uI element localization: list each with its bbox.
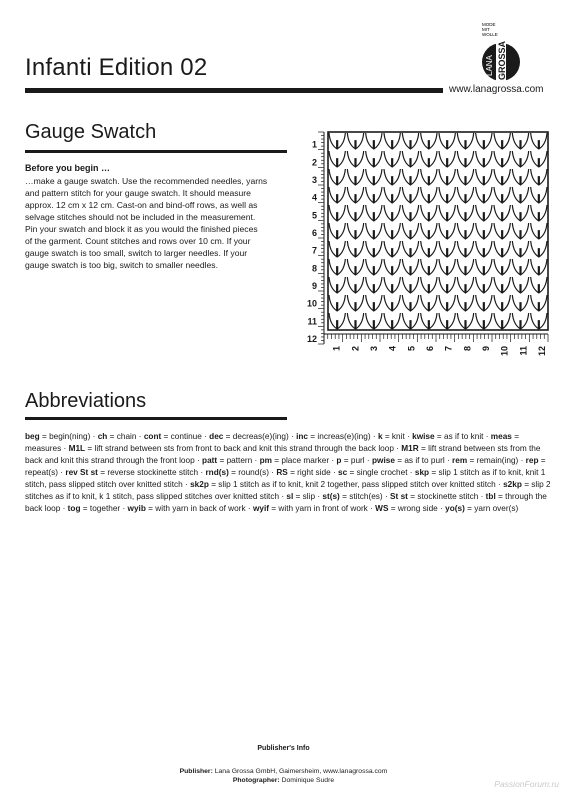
abbreviation-entry xyxy=(25,432,90,441)
abbreviation-term: yo(s) xyxy=(445,504,465,513)
abbreviation-term: M1R xyxy=(401,444,419,453)
abbreviation-term: k xyxy=(377,432,383,441)
abbreviation-term: st(s) xyxy=(322,492,340,501)
abbreviation-term: ch xyxy=(97,432,108,441)
abbreviation-entry xyxy=(128,504,246,513)
abbreviation-definition: = lift strand between sts from front to back and knit this strand through the back loop xyxy=(85,444,394,453)
abbreviation-term: meas xyxy=(490,432,512,441)
before-heading: Before you begin … xyxy=(25,163,111,173)
logo-mark xyxy=(478,20,548,82)
ruler-label-vertical: 5 xyxy=(311,210,317,221)
abbreviation-term: p xyxy=(336,456,342,465)
before-line: approx. 12 cm x 12 cm. Cast-on and bind-off rows, as well as xyxy=(25,200,258,210)
ruler-label-horizontal: 3 xyxy=(369,346,379,352)
abbreviation-entry xyxy=(209,432,289,441)
abbreviation-entry xyxy=(445,504,518,513)
header-rule xyxy=(25,88,443,93)
logo-brand-2: GROSSA xyxy=(497,40,507,80)
ruler-label-horizontal: 2 xyxy=(350,346,361,352)
abbreviation-term: wyif xyxy=(252,504,269,513)
ruler-label-vertical: 6 xyxy=(311,228,317,238)
abbreviation-term: tbl xyxy=(485,492,496,501)
abbreviation-term: rev St st xyxy=(65,468,98,477)
abbreviation-definition: = reverse stockinette stitch xyxy=(97,468,199,477)
ruler-label-vertical: 3 xyxy=(311,175,317,185)
logo-tagline-1: MODE xyxy=(482,22,496,27)
abbreviation-term: rep xyxy=(525,456,539,465)
abbreviation-definition: = yarn over(s) xyxy=(464,504,519,513)
abbreviation-entry xyxy=(372,456,445,465)
abbreviation-term: dec xyxy=(209,432,224,441)
ruler-label-vertical: 10 xyxy=(306,298,317,309)
abbreviation-entry xyxy=(65,468,198,477)
before-text xyxy=(25,175,291,271)
logo-brand-1: LANA xyxy=(485,55,494,76)
publisher-line xyxy=(0,768,567,775)
abbreviation-term: rem xyxy=(452,456,468,465)
abbreviation-definition: = as if to purl xyxy=(394,456,445,465)
abbreviation-entry xyxy=(68,504,121,513)
abbreviation-entry xyxy=(144,432,202,441)
before-line: Pin your swatch and block it as you would the finished pieces xyxy=(25,224,258,234)
abbreviation-definition: = slip xyxy=(293,492,316,501)
abbreviations-rule xyxy=(25,417,287,420)
abbreviation-entry xyxy=(98,432,137,441)
abbreviation-entry xyxy=(190,480,496,489)
logo-tagline-2: MIT xyxy=(482,27,490,32)
abbreviation-definition: = slip 2 stitches as if to knit, k 1 stitch, pass slipped stitches over knitted stitch xyxy=(25,480,551,501)
photographer-label: Photographer: xyxy=(232,777,280,784)
abbreviation-definition: = knit xyxy=(382,432,405,441)
ruler-label-vertical: 8 xyxy=(311,263,317,274)
watermark: PassionForum.ru xyxy=(494,779,559,789)
abbreviation-term: sk2p xyxy=(190,480,209,489)
abbreviation-entry xyxy=(378,432,405,441)
abbreviation-entry xyxy=(69,444,394,453)
abbreviation-definition: = single crochet xyxy=(347,468,408,477)
ruler-label-horizontal: 8 xyxy=(462,346,473,352)
ruler-label-horizontal: 5 xyxy=(406,346,417,352)
abbreviation-entry xyxy=(322,492,382,501)
abbreviations-title: Abbreviations xyxy=(25,390,147,412)
ruler-label-horizontal: 6 xyxy=(425,346,435,352)
abbreviation-term: wyib xyxy=(127,504,146,513)
abbreviation-term: rnd(s) xyxy=(205,468,229,477)
abbreviation-entry xyxy=(452,456,518,465)
website-link[interactable]: www.lanagrossa.com xyxy=(449,84,544,95)
abbreviation-entry xyxy=(390,492,478,501)
publisher-heading: Publisher's Info xyxy=(257,745,310,752)
before-line: selvage stitches should not be included in the measurement. xyxy=(25,212,256,222)
abbreviation-definition: = slip 1 stitch as if to knit, knit 2 together, pass slipped stitch over knitted stitch xyxy=(208,480,496,489)
abbreviation-entry xyxy=(286,492,315,501)
ruler-label-horizontal: 11 xyxy=(518,346,529,356)
abbreviation-definition: = place marker xyxy=(271,456,330,465)
abbreviation-entry xyxy=(276,468,330,477)
abbreviation-definition: = continue xyxy=(161,432,202,441)
ruler-label-vertical: 7 xyxy=(311,245,317,256)
before-line: …make a gauge swatch. Use the recommended needles, yarns xyxy=(25,176,268,186)
abbreviation-definition: = with yarn in front of work xyxy=(269,504,368,513)
abbreviation-definition: = through the back loop xyxy=(25,492,547,513)
abbreviation-term: St st xyxy=(390,492,408,501)
abbreviation-definition: = together xyxy=(80,504,121,513)
abbreviation-definition: = with yarn in back of work xyxy=(145,504,246,513)
abbreviation-term: RS xyxy=(276,468,288,477)
photographer-value: Dominique Sudre xyxy=(281,777,335,784)
abbreviation-definition: = right side xyxy=(287,468,331,477)
abbreviation-definition: = stitch(es) xyxy=(339,492,383,501)
abbreviation-term: WS xyxy=(375,504,389,513)
abbreviation-definition: = chain xyxy=(107,432,137,441)
before-line: gauge swatch is too big, switch to smaller needles. xyxy=(25,260,218,270)
abbreviation-entry xyxy=(338,468,408,477)
ruler-label-vertical: 1 xyxy=(311,139,317,150)
abbreviation-definition: = begin(ning) xyxy=(39,432,91,441)
abbreviation-definition: = repeat(s) xyxy=(25,456,546,477)
abbreviation-term: kwise xyxy=(412,432,435,441)
abbreviation-definition: = lift strand between sts from the back and knit this strand through the front loop xyxy=(25,444,541,465)
photographer-line xyxy=(0,777,567,784)
abbreviation-term: sl xyxy=(286,492,294,501)
abbreviation-entry xyxy=(375,504,438,513)
ruler-label-horizontal: 9 xyxy=(481,346,491,352)
abbreviation-term: pwise xyxy=(371,456,395,465)
abbreviation-term: M1L xyxy=(68,444,86,453)
gauge-title: Gauge Swatch xyxy=(25,121,157,143)
brand-logo xyxy=(478,20,548,87)
abbreviation-term: s2kp xyxy=(503,480,522,489)
ruler-label-vertical: 11 xyxy=(307,316,317,327)
ruler-label-vertical: 4 xyxy=(311,192,317,203)
abbreviation-term: cont xyxy=(143,432,162,441)
abbreviation-entry xyxy=(260,456,329,465)
abbreviation-entry xyxy=(412,432,483,441)
abbreviation-definition: = purl xyxy=(341,456,365,465)
abbreviation-entry xyxy=(202,456,252,465)
abbreviation-term: pm xyxy=(259,456,272,465)
abbreviation-term: sc xyxy=(338,468,348,477)
abbreviation-definition: = wrong side xyxy=(388,504,438,513)
ruler-label-vertical: 2 xyxy=(311,157,317,168)
abbreviation-definition: = remain(ing) xyxy=(467,456,519,465)
abbreviation-definition: = stockinette stitch xyxy=(407,492,479,501)
gauge-rule xyxy=(25,150,287,153)
abbreviation-definition: = measures xyxy=(25,432,520,453)
page-title: Infanti Edition 02 xyxy=(25,54,208,81)
ruler-label-horizontal: 10 xyxy=(499,346,510,357)
abbreviation-term: beg xyxy=(25,432,40,441)
abbreviation-term: patt xyxy=(202,456,218,465)
abbreviation-definition: = increas(e)(ing) xyxy=(308,432,371,441)
before-line: of the garment. Count stitches and rows over 10 cm. If your xyxy=(25,236,251,246)
abbreviation-entry xyxy=(336,456,364,465)
abbreviation-definition: = pattern xyxy=(217,456,253,465)
abbreviation-term: inc xyxy=(296,432,308,441)
abbreviation-term: skp xyxy=(414,468,430,477)
abbreviation-definition: = round(s) xyxy=(228,468,269,477)
abbreviations-text: beg = begin(ning) · ch = chain · cont = continue · dec = decreas(e)(ing) · inc = increas(e)(ing) · k = knit · kwise = as if to knit · meas = measures · M1L = lift strand between sts from front to back and knit this strand through the back loop · M1R = lift strand between sts from the back and knit this strand through the front loop · patt = pattern · pm = place marker · p = purl · pwise = as if to purl · rem = remain(ing) · rep = repeat(s) · rev St st = reverse stockinette stitch · rnd(s) = round(s) · RS = right side · sc = single crochet · skp = slip 1 stitch as if to knit, knit 1 stitch, pass slipped stitch over knitted stitch · sk2p = slip 1 stitch as if to knit, knit 2 together, pass slipped stitch over knitted stitch · s2kp = slip 2 stitches as if to knit, k 1 stitch, pass slipped stitches over knitted stitch · sl = slip · st(s) = stitch(es) · St st = stockinette stitch · tbl = through the back loop · tog = together · wyib = with yarn in back of work · wyif = with yarn in front of work · WS = wrong side · yo(s) = yarn over(s) xyxy=(25,432,551,513)
ruler-label-horizontal: 7 xyxy=(443,346,454,352)
abbreviation-entry xyxy=(205,468,269,477)
logo-tagline-3: WOLLE xyxy=(482,32,498,37)
before-line: gauge swatch is too small, switch to larger needles. If your xyxy=(25,248,248,258)
abbreviation-definition: = slip 1 stitch as if to knit, knit 1 stitch, pass slipped stitch over knitted stitch xyxy=(25,468,546,489)
abbreviation-entry xyxy=(296,432,371,441)
abbreviation-entry xyxy=(253,504,368,513)
abbreviation-definition: = decreas(e)(ing) xyxy=(223,432,289,441)
abbreviation-term: tog xyxy=(67,504,81,513)
abbreviation-definition: = as if to knit xyxy=(434,432,484,441)
publisher-value: Lana Grossa GmbH, Gaimersheim, www.lanagrossa.com xyxy=(214,768,388,775)
before-line: and pattern stitch for your gauge swatch. It should measure xyxy=(25,188,251,198)
ruler-label-horizontal: 1 xyxy=(331,346,342,352)
ruler-label-horizontal: 4 xyxy=(387,346,398,352)
publisher-label: Publisher: xyxy=(179,768,213,775)
ruler-label-vertical: 9 xyxy=(311,281,317,291)
ruler-label-horizontal: 12 xyxy=(537,346,547,357)
gauge-swatch-illustration xyxy=(300,130,552,358)
ruler-label-vertical: 12 xyxy=(306,334,317,344)
